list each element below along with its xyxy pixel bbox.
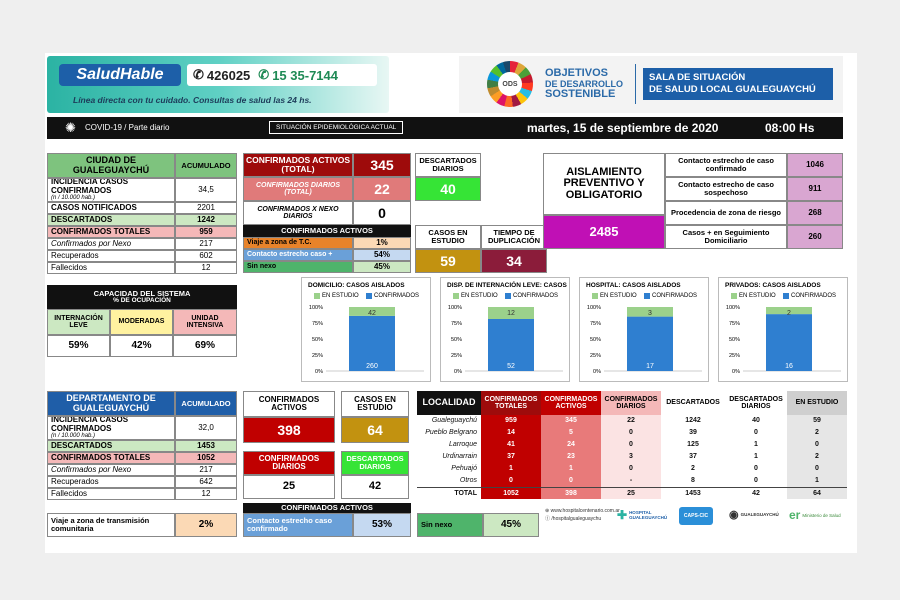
phone-icon: ✆ — [193, 67, 204, 82]
data-label: 260 — [366, 363, 378, 370]
globe-icon: ⊕ — [545, 508, 550, 514]
dept-activos-label: CONFIRMADOS ACTIVOS — [243, 391, 335, 417]
data-label: 2 — [787, 310, 791, 317]
ciudad-nexo-value: 217 — [175, 238, 237, 250]
sinnexo-label: Sin nexo — [243, 261, 353, 273]
header-left: COVID-19 / Parte diario — [85, 123, 170, 132]
situation-board — [45, 53, 857, 553]
ods-banner — [459, 56, 843, 113]
y-tick-label: 75% — [311, 321, 323, 327]
aislamiento-row-3-label: Procedencia de zona de riesgo — [665, 201, 787, 225]
localidad-cell: 1242 — [661, 415, 725, 427]
capacidad-intensiva-value: 69% — [173, 335, 237, 357]
contacto-value: 54% — [353, 249, 411, 261]
ciudad-fallecidos-label: Fallecidos — [47, 262, 175, 274]
aislamiento-row-4-value: 260 — [787, 225, 843, 249]
legend-label: CONFIRMADOS — [791, 293, 836, 299]
ciudad-title: CIUDAD DE GUALEGUAYCHÚ — [47, 153, 175, 178]
localidad-cell: 14 — [481, 427, 541, 439]
aislamiento-row-2-value: 911 — [787, 177, 843, 201]
duplicacion-label: TIEMPO DE DUPLICACIÓN — [481, 225, 547, 249]
capacidad-leve-label: INTERNACIÓN LEVE — [47, 309, 110, 335]
localidad-cell: 1 — [787, 475, 847, 487]
localidad-cell: 0 — [601, 463, 661, 475]
capacidad-moderadas-value: 42% — [110, 335, 173, 357]
contacto-label: Contacto estrecho caso + — [243, 249, 353, 261]
activos-total-label: CONFIRMADOS ACTIVOS (TOTAL) — [243, 153, 353, 177]
nexo-diarios-label: CONFIRMADOS X NEXO DIARIOS — [243, 201, 353, 225]
capacidad-intensiva-label: UNIDAD INTENSIVA — [173, 309, 237, 335]
aislamiento-row-3-value: 268 — [787, 201, 843, 225]
y-tick-label: 50% — [311, 337, 323, 343]
y-tick-label: 0% — [454, 369, 462, 375]
capacidad-moderadas-label: MODERADAS — [110, 309, 173, 335]
estudio-label: CASOS EN ESTUDIO — [415, 225, 481, 249]
footer-web: ⊕ www.hospitalcentenario.com.ar ⓕ /hospitalgualeguaychu — [545, 508, 620, 522]
localidad-cell: 1 — [725, 451, 787, 463]
dept-desc-diarios-value: 42 — [341, 475, 409, 499]
dept-recuperados-value: 642 — [175, 476, 237, 488]
aislamiento-row-2-label: Contacto estrecho de caso sospechoso — [665, 177, 787, 201]
ciudad-descartados-value: 1242 — [175, 214, 237, 226]
localidad-cell: 22 — [601, 415, 661, 427]
chart-plot — [580, 278, 710, 383]
municipio-logo: ◉ GUALEGUAYCHÚ — [729, 509, 779, 521]
localidad-header-localidad: LOCALIDAD — [417, 391, 481, 415]
localidad-cell: 1 — [541, 463, 601, 475]
chart-plot — [719, 278, 849, 383]
dept-acum-header: ACUMULADO — [175, 391, 237, 416]
dept-descartados-label: DESCARTADOS — [47, 440, 175, 452]
dept-fallecidos-label: Fallecidos — [47, 488, 175, 500]
localidad-name: Larroque — [417, 439, 481, 451]
data-label: 17 — [646, 363, 654, 370]
ciudad-confirmados-label: CONFIRMADOS TOTALES — [47, 226, 175, 238]
activos-total-value: 345 — [353, 153, 411, 177]
localidad-cell: 1453 — [661, 487, 725, 499]
capacidad-title: CAPACIDAD DEL SISTEMA % DE OCUPACIÓN — [47, 285, 237, 309]
legend-label: EN ESTUDIO — [461, 293, 498, 299]
dept-incidencia-label: INCIDENCIA CASOS CONFIRMADOS (n / 10.000 hab.) — [47, 416, 175, 440]
hospital-logo: ✚ HOSPITAL GUALEGUAYCHÚ — [617, 508, 668, 522]
localidad-cell: 24 — [541, 439, 601, 451]
localidad-header-confirmados: CONFIRMADOS TOTALES — [481, 391, 541, 415]
ciudad-incidencia-value: 34,5 — [175, 178, 237, 202]
descartados-diarios-value: 40 — [415, 177, 481, 201]
diarios-total-label: CONFIRMADOS DIARIOS (TOTAL) — [243, 177, 353, 201]
localidad-name: Gualeguaychú — [417, 415, 481, 427]
chart-hospital — [579, 277, 709, 382]
sala-title: SALA DE SITUACIÓN DE SALUD LOCAL GUALEGUAYCHÚ — [643, 68, 833, 100]
localidad-cell: - — [601, 475, 661, 487]
dept-activos-value: 398 — [243, 417, 335, 443]
dept-diarios-value: 25 — [243, 475, 335, 499]
localidad-name: Urdinarrain — [417, 451, 481, 463]
y-tick-label: 25% — [311, 353, 323, 359]
banner-tagline: Línea directa con tu cuidado. Consultas de salud las 24 hs. — [73, 95, 312, 105]
descartados-diarios-label: DESCARTADOS DIARIOS — [415, 153, 481, 177]
data-label: 12 — [507, 310, 515, 317]
dept-descartados-value: 1453 — [175, 440, 237, 452]
dept-diarios-label: CONFIRMADOS DIARIOS — [243, 451, 335, 475]
localidad-cell: 8 — [661, 475, 725, 487]
legend-label: CONFIRMADOS — [513, 293, 558, 299]
legend-label: EN ESTUDIO — [739, 293, 776, 299]
dept-nexo-label: Confirmados por Nexo — [47, 464, 175, 476]
dept-title: DEPARTAMENTO DE GUALEGUAYCHÚ — [47, 391, 175, 416]
aislamiento-row-1-value: 1046 — [787, 153, 843, 177]
ciudad-descartados-label: DESCARTADOS — [47, 214, 175, 226]
localidad-cell: 345 — [541, 415, 601, 427]
dept-nexo-value: 217 — [175, 464, 237, 476]
ciudad-recuperados-label: Recuperados — [47, 250, 175, 262]
chart-plot — [302, 278, 432, 383]
y-tick-label: 75% — [450, 321, 462, 327]
dept-desc-diarios-label: DESCARTADOS DIARIOS — [341, 451, 409, 475]
y-tick-label: 50% — [728, 337, 740, 343]
bottom-sinnexo-value: 45% — [483, 513, 539, 537]
localidad-cell: 40 — [725, 415, 787, 427]
data-label: 3 — [648, 310, 652, 317]
ciudad-notificados-value: 2201 — [175, 202, 237, 214]
localidad-name: TOTAL — [417, 487, 481, 499]
localidad-cell: 23 — [541, 451, 601, 463]
y-tick-label: 25% — [450, 353, 462, 359]
y-tick-label: 100% — [586, 305, 601, 311]
social-icon: ⓕ — [545, 516, 551, 522]
localidad-cell: 41 — [481, 439, 541, 451]
localidad-cell: 1052 — [481, 487, 541, 499]
ciudad-acum-header: ACUMULADO — [175, 153, 237, 178]
activos-sub-title: CONFIRMADOS ACTIVOS — [243, 225, 411, 237]
localidad-header-activos: CONFIRMADOS ACTIVOS — [541, 391, 601, 415]
chart-title: HOSPITAL: CASOS AISLADOS — [586, 282, 681, 289]
localidad-cell: 2 — [787, 427, 847, 439]
localidad-name: Otros — [417, 475, 481, 487]
localidad-cell: 37 — [661, 451, 725, 463]
y-tick-label: 75% — [728, 321, 740, 327]
caps-logo: CAPS-CIC — [679, 507, 713, 525]
duplicacion-value: 34 — [481, 249, 547, 273]
localidad-cell: 64 — [787, 487, 847, 499]
localidad-cell: 1 — [725, 439, 787, 451]
dept-recuperados-label: Recuperados — [47, 476, 175, 488]
estudio-value: 59 — [415, 249, 481, 273]
ods-text: OBJETIVOS DE DESARROLLO SOSTENIBLE — [545, 67, 624, 100]
header-date: martes, 15 de septiembre de 2020 — [527, 121, 719, 135]
ciudad-nexo-label: Confirmados por Nexo — [47, 238, 175, 250]
salud-hable-banner — [47, 56, 389, 113]
y-tick-label: 100% — [725, 305, 740, 311]
header-time: 08:00 Hs — [765, 121, 815, 135]
dept-estudio-value: 64 — [341, 417, 409, 443]
chart-internacion-leve — [440, 277, 570, 382]
aislamiento-row-1-label: Contacto estrecho de caso confirmado — [665, 153, 787, 177]
chart-title: PRIVADOS: CASOS AISLADOS — [725, 282, 821, 289]
localidad-header-diarios: CONFIRMADOS DIARIOS — [601, 391, 661, 415]
virus-icon: ✺ — [65, 120, 76, 135]
ciudad-notificados-label: CASOS NOTIFICADOS — [47, 202, 175, 214]
localidad-header-estudio: EN ESTUDIO — [787, 391, 847, 415]
bottom-viaje-value: 2% — [175, 513, 237, 537]
localidad-cell: 398 — [541, 487, 601, 499]
sinnexo-value: 45% — [353, 261, 411, 273]
chart-title: DOMICILIO: CASOS AISLADOS — [308, 282, 405, 289]
localidad-cell: 0 — [787, 439, 847, 451]
data-label: 52 — [507, 363, 515, 370]
chart-title: DISP. DE INTERNACIÓN LEVE: CASOS — [447, 282, 567, 289]
localidad-cell: 59 — [787, 415, 847, 427]
localidad-header-descartados: DESCARTADOS — [666, 399, 720, 407]
mobile-icon: ✆ — [258, 67, 270, 82]
dept-confirmados-value: 1052 — [175, 452, 237, 464]
aislamiento-total: 2485 — [543, 215, 665, 249]
viaje-label: Viaje a zona de T.C. — [243, 237, 353, 249]
localidad-cell: 959 — [481, 415, 541, 427]
y-tick-label: 0% — [315, 369, 323, 375]
localidad-cell: 1 — [481, 463, 541, 475]
aislamiento-row-4-label: Casos + en Seguimiento Domiciliario — [665, 225, 787, 249]
localidad-cell: 42 — [725, 487, 787, 499]
localidad-cell: 0 — [725, 475, 787, 487]
diarios-total-value: 22 — [353, 177, 411, 201]
bottom-sinnexo-label: Sin nexo — [417, 513, 483, 537]
localidad-cell: 0 — [787, 463, 847, 475]
chart-plot — [441, 278, 571, 383]
localidad-cell: 0 — [481, 475, 541, 487]
localidad-name: Pehuajó — [417, 463, 481, 475]
ods-divider — [635, 64, 636, 104]
ciudad-fallecidos-value: 12 — [175, 262, 237, 274]
ministerio-logo: er Ministerio de Salud — [789, 508, 841, 522]
y-tick-label: 100% — [447, 305, 462, 311]
localidad-cell: 5 — [541, 427, 601, 439]
salud-hable-logo: SaludHable — [59, 64, 181, 86]
municipio-logo-icon: ◉ — [729, 509, 739, 521]
dept-estudio-label: CASOS EN ESTUDIO — [341, 391, 409, 417]
viaje-value: 1% — [353, 237, 411, 249]
ministerio-logo-icon: er — [789, 508, 801, 522]
localidad-cell: 0 — [725, 463, 787, 475]
ciudad-incidencia-label: INCIDENCIA CASOS CONFIRMADOS (n / 10.000 hab.) — [47, 178, 175, 202]
ciudad-confirmados-value: 959 — [175, 226, 237, 238]
localidad-cell: 0 — [725, 427, 787, 439]
aislamiento-title: AISLAMIENTO PREVENTIVO Y OBLIGATORIO — [543, 153, 665, 215]
localidad-cell: 0 — [601, 427, 661, 439]
chart-privados — [718, 277, 848, 382]
y-tick-label: 0% — [732, 369, 740, 375]
legend-label: EN ESTUDIO — [322, 293, 359, 299]
localidad-header-desc-diarios: DESCARTADOS DIARIOS — [729, 395, 783, 410]
chart-domicilio — [301, 277, 431, 382]
bottom-contacto-value: 53% — [353, 513, 411, 537]
y-tick-label: 50% — [589, 337, 601, 343]
capacidad-leve-value: 59% — [47, 335, 110, 357]
y-tick-label: 25% — [589, 353, 601, 359]
data-label: 16 — [785, 363, 793, 370]
legend-label: CONFIRMADOS — [374, 293, 419, 299]
bottom-contacto-label: Contacto estrecho caso confirmado — [243, 513, 353, 537]
localidad-cell: 25 — [601, 487, 661, 499]
y-tick-label: 50% — [450, 337, 462, 343]
y-tick-label: 100% — [308, 305, 323, 311]
ods-wheel-icon: ODS — [487, 61, 533, 107]
localidad-cell: 3 — [601, 451, 661, 463]
localidad-cell: 0 — [541, 475, 601, 487]
ciudad-recuperados-value: 602 — [175, 250, 237, 262]
bottom-activos-title: CONFIRMADOS ACTIVOS — [243, 503, 411, 513]
data-label: 42 — [368, 310, 376, 317]
localidad-cell: 39 — [661, 427, 725, 439]
localidad-table — [417, 391, 847, 501]
localidad-cell: 37 — [481, 451, 541, 463]
dept-fallecidos-value: 12 — [175, 488, 237, 500]
localidad-cell: 2 — [787, 451, 847, 463]
localidad-name: Pueblo Belgrano — [417, 427, 481, 439]
localidad-cell: 125 — [661, 439, 725, 451]
localidad-cell: 0 — [601, 439, 661, 451]
phone-box: ✆ 426025 ✆ 15 35-7144 — [187, 64, 377, 86]
header-bar — [47, 117, 843, 139]
localidad-cell: 2 — [661, 463, 725, 475]
legend-label: EN ESTUDIO — [600, 293, 637, 299]
y-tick-label: 75% — [589, 321, 601, 327]
bottom-viaje-label: Viaje a zona de transmisión comunitaria — [47, 513, 175, 537]
y-tick-label: 25% — [728, 353, 740, 359]
dept-confirmados-label: CONFIRMADOS TOTALES — [47, 452, 175, 464]
header-center: SITUACIÓN EPIDEMIOLÓGICA ACTUAL — [269, 121, 403, 134]
y-tick-label: 0% — [593, 369, 601, 375]
hospital-logo-icon: ✚ — [617, 508, 628, 522]
nexo-diarios-value: 0 — [353, 201, 411, 225]
dept-incidencia-value: 32,0 — [175, 416, 237, 440]
legend-label: CONFIRMADOS — [652, 293, 697, 299]
